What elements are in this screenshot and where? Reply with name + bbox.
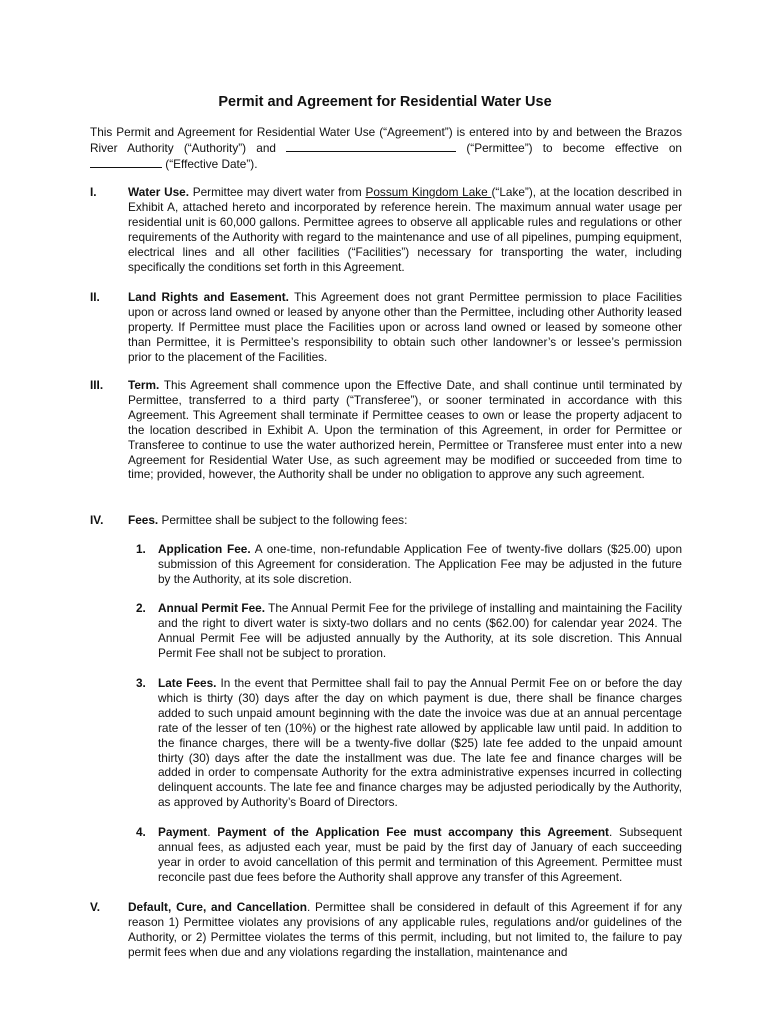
section-text-2: (“Lake”), at the location described in Exhibit A, attached hereto and incorporated by reference herein. The maximum annual water usage per residential unit is 60,000 gallons. Permittee agrees to observe all applicable rules and regulations or other requirements of the Authority with regard to the maintenance and use of all pipelines, pumping equipment, electrical lines and all other facilities (“Facilities”) necessary for transporting the water, including specifically the conditions set forth in this Agreement. xyxy=(128,185,682,274)
fee-text: In the event that Permittee shall fail to pay the Annual Permit Fee on or before the day which is thirty (30) days after the day on which payment is due, there shall be finance charges added to such unpaid amount beginning with the date the invoice was due at an annual percentage rate of the lesser of ten (10%) or the highest rate allowed by applicable law until paid. In addition to the finance charges, there will be a twenty-five dollar ($25) late fee added to the unpaid amount thirty (30) days after the date the installment was due. The late fee and finance charges will be added in order to compensate Authority for the extra administrative expenses incurred in collecting delinquent accounts. The late fee and finance charges may be adjusted periodically by the Authority, as approved by Authority’s Board of Directors. xyxy=(158,676,683,810)
fee-text: A one-time, non-refundable Application Fee of twenty-five dollars ($25.00) upon submission of this Agreement for consideration. The Application Fee may be adjusted in the future by the Authority, at its sole discretion. xyxy=(158,542,683,586)
fee-payment xyxy=(136,825,682,885)
section-heading: Land Rights and Easement. xyxy=(128,290,289,304)
section-water-use xyxy=(90,185,682,274)
section-number: III. xyxy=(90,378,104,392)
fee-annual-permit xyxy=(136,601,682,661)
section-number: V. xyxy=(90,900,101,914)
fee-heading: Annual Permit Fee. xyxy=(158,601,265,615)
section-text: . Permittee shall be considered in default of this Agreement if for any reason 1) Permittee violates any provisions of any applicable rules, regulations and/or guidelines of the Authority, or 2) Permittee violates the terms of this permit, including, but not limited to, the failure to pay permit fees when due and any violations regarding the installation, maintenance and xyxy=(128,900,682,959)
fee-number: 3. xyxy=(136,676,146,690)
section-text: Permittee shall be subject to the following fees: xyxy=(158,513,408,527)
section-heading: Water Use. xyxy=(128,185,189,199)
fee-body xyxy=(158,676,682,810)
section-body xyxy=(128,185,682,274)
fee-text-2: . Subsequent annual fees, as adjusted each year, must be paid by the first day of January of each succeeding year in order to avoid cancellation of this permit and termination of this Agreement. Permittee must reconcile past due fees before the Authority shall approve any transfer of this Agreement. xyxy=(158,825,682,884)
section-number: II. xyxy=(90,290,100,304)
section-body xyxy=(128,513,682,528)
fee-text: The Annual Permit Fee for the privilege of installing and maintaining the Facility and the right to divert water is sixty-two dollars and no cents ($62.00) for calendar year 2024. The Annual Permit Fee will be adjusted annually by the Authority, at its sole discretion. This Annual Permit Fee shall not be subject to proration. xyxy=(158,601,682,660)
intro-text-1: This Permit and Agreement for Residential Water Use (“Agreement”) is entered into by and between the Brazos River Authority (“Authority”) and xyxy=(90,125,682,155)
section-body xyxy=(128,290,682,365)
fee-heading: Late Fees. xyxy=(158,676,217,690)
section-number: IV. xyxy=(90,513,104,527)
effective-date-blank[interactable] xyxy=(90,156,162,168)
fee-body xyxy=(158,825,682,885)
fee-number: 2. xyxy=(136,601,146,615)
fee-text: . xyxy=(207,825,218,839)
intro-text-3: (“Effective Date”). xyxy=(162,157,258,171)
fee-heading-emphasis: Payment of the Application Fee must accompany this Agreement xyxy=(217,825,609,839)
fee-number: 4. xyxy=(136,825,146,839)
intro-text-2: (“Permittee”) to become effective on xyxy=(456,141,682,155)
section-heading: Default, Cure, and Cancellation xyxy=(128,900,307,914)
section-term xyxy=(90,378,682,482)
section-text: This Agreement does not grant Permittee permission to place Facilities upon or across land owned or leased by anyone other than the Permittee, including other Authority leased property. If Permittee must place the Facilities upon or across land owned or leased by someone other than Permittee, it is Permittee’s responsibility to obtain such other landowner’s or lessee’s permission prior to the placement of the Facilities. xyxy=(128,290,683,364)
section-text: This Agreement shall commence upon the Effective Date, and shall continue until terminated by Permittee, transferred to a third party (“Transferee”), or sooner terminated in accordance with this Agreement. This Agreement shall terminate if Permittee ceases to own or lease the property adjacent to the location described in Exhibit A. Upon the termination of this Agreement, in order for Permittee or Transferee to continue to use the water authorized herein, Permittee or Transferee must enter into a new Agreement for Residential Water Use, as such agreement may be modified or succeeded from time to time; provided, however, the Authority shall be under no obligation to approve any such agreement. xyxy=(128,378,682,482)
intro-paragraph xyxy=(90,125,682,172)
section-body xyxy=(128,900,682,960)
fee-number: 1. xyxy=(136,542,146,556)
document-title: Permit and Agreement for Residential Water Use xyxy=(218,94,552,110)
fee-application xyxy=(136,542,682,587)
fee-late-fees xyxy=(136,676,682,810)
section-text: Permittee may divert water from xyxy=(189,185,366,199)
fee-body xyxy=(158,601,682,661)
section-fees xyxy=(90,513,682,528)
permittee-name-blank[interactable] xyxy=(286,140,456,152)
fee-heading: Payment xyxy=(158,825,208,839)
section-number: I. xyxy=(90,185,97,199)
lake-name: Possum Kingdom Lake xyxy=(365,185,492,199)
section-land-rights xyxy=(90,290,682,365)
fee-heading: Application Fee. xyxy=(158,542,251,556)
section-default xyxy=(90,900,682,960)
fee-body xyxy=(158,542,682,587)
section-body xyxy=(128,378,682,482)
section-heading: Fees. xyxy=(128,513,159,527)
section-heading: Term. xyxy=(128,378,160,392)
